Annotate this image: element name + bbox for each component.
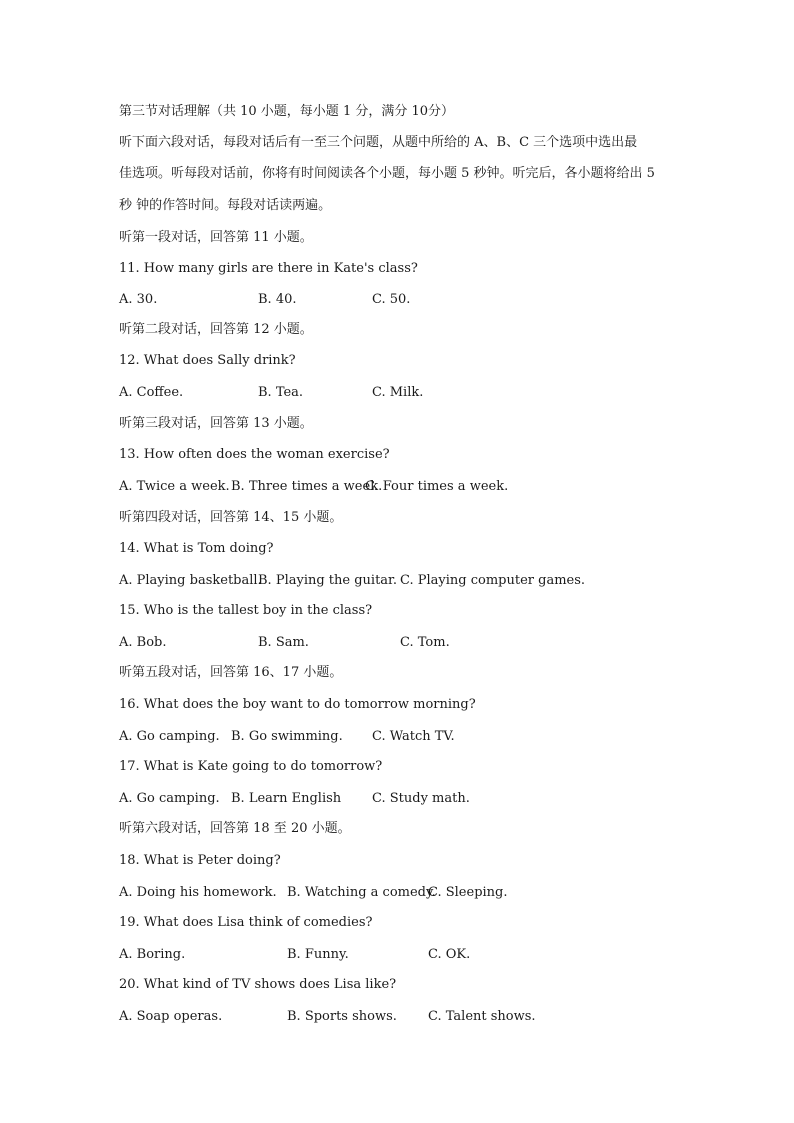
question-12-option-c: C. Milk. (372, 385, 424, 400)
question-15-option-b: B. Sam. (258, 635, 309, 650)
question-14-option-b: B. Playing the guitar. (258, 573, 397, 588)
question-11-option-b: B. 40. (258, 292, 297, 307)
question-14-stem: 14. What is Tom doing? (119, 541, 274, 556)
section-title: 第三节对话理解（共 10 小题，每小题 1 分，满分 10分） (119, 104, 455, 119)
question-20-stem: 20. What kind of TV shows does Lisa like? (119, 977, 397, 992)
question-17-option-a: A. Go camping. (119, 791, 220, 806)
question-15-option-c: C. Tom. (400, 635, 450, 650)
instructions-line-3: 秒 钟的作答时间。每段对话读两遍。 (119, 198, 332, 213)
question-18-stem: 18. What is Peter doing? (119, 853, 281, 868)
question-19-option-c: C. OK. (428, 947, 471, 962)
question-15-stem: 15. Who is the tallest boy in the class? (119, 603, 373, 618)
question-16-option-b: B. Go swimming. (231, 729, 343, 744)
question-12-stem: 12. What does Sally drink? (119, 353, 296, 368)
question-13-option-a: A. Twice a week. (119, 479, 230, 494)
dialogue-1-header: 听第一段对话，回答第 11 小题。 (119, 230, 313, 245)
question-13-option-c: C. Four times a week. (365, 479, 509, 494)
question-14-option-c: C. Playing computer games. (400, 573, 586, 588)
question-13-option-b: B. Three times a week. (231, 479, 383, 494)
question-18-option-c: C. Sleeping. (428, 885, 508, 900)
question-17-stem: 17. What is Kate going to do tomorrow? (119, 759, 383, 774)
dialogue-5-header: 听第五段对话，回答第 16、17 小题。 (119, 665, 343, 680)
dialogue-3-header: 听第三段对话，回答第 13 小题。 (119, 416, 313, 431)
question-14-option-a: A. Playing basketball. (119, 573, 262, 588)
question-20-option-b: B. Sports shows. (287, 1009, 397, 1024)
question-19-stem: 19. What does Lisa think of comedies? (119, 915, 373, 930)
question-11-option-c: C. 50. (372, 292, 411, 307)
question-13-stem: 13. How often does the woman exercise? (119, 447, 390, 462)
question-18-option-b: B. Watching a comedy. (287, 885, 436, 900)
question-11-stem: 11. How many girls are there in Kate's class? (119, 261, 418, 276)
question-15-option-a: A. Bob. (119, 635, 167, 650)
question-17-option-c: C. Study math. (372, 791, 470, 806)
question-16-option-c: C. Watch TV. (372, 729, 455, 744)
question-20-option-a: A. Soap operas. (119, 1009, 223, 1024)
dialogue-2-header: 听第二段对话，回答第 12 小题。 (119, 322, 313, 337)
question-17-option-b: B. Learn English (231, 791, 342, 806)
question-12-option-b: B. Tea. (258, 385, 304, 400)
question-19-option-b: B. Funny. (287, 947, 349, 962)
dialogue-6-header: 听第六段对话，回答第 18 至 20 小题。 (119, 821, 351, 836)
question-16-option-a: A. Go camping. (119, 729, 220, 744)
question-11-option-a: A. 30. (119, 292, 158, 307)
instructions-line-2: 佳选项。听每段对话前，你将有时间阅读各个小题，每小题 5 秒钟。听完后，各小题将给出 5 (119, 166, 655, 181)
dialogue-4-header: 听第四段对话，回答第 14、15 小题。 (119, 510, 343, 525)
question-12-option-a: A. Coffee. (119, 385, 184, 400)
instructions-line-1: 听下面六段对话，每段对话后有一至三个问题，从题中所给的 A、B、C 三个选项中选出最 (119, 135, 638, 150)
question-20-option-c: C. Talent shows. (428, 1009, 536, 1024)
question-16-stem: 16. What does the boy want to do tomorrow morning? (119, 697, 476, 712)
question-18-option-a: A. Doing his homework. (119, 885, 277, 900)
question-19-option-a: A. Boring. (119, 947, 186, 962)
